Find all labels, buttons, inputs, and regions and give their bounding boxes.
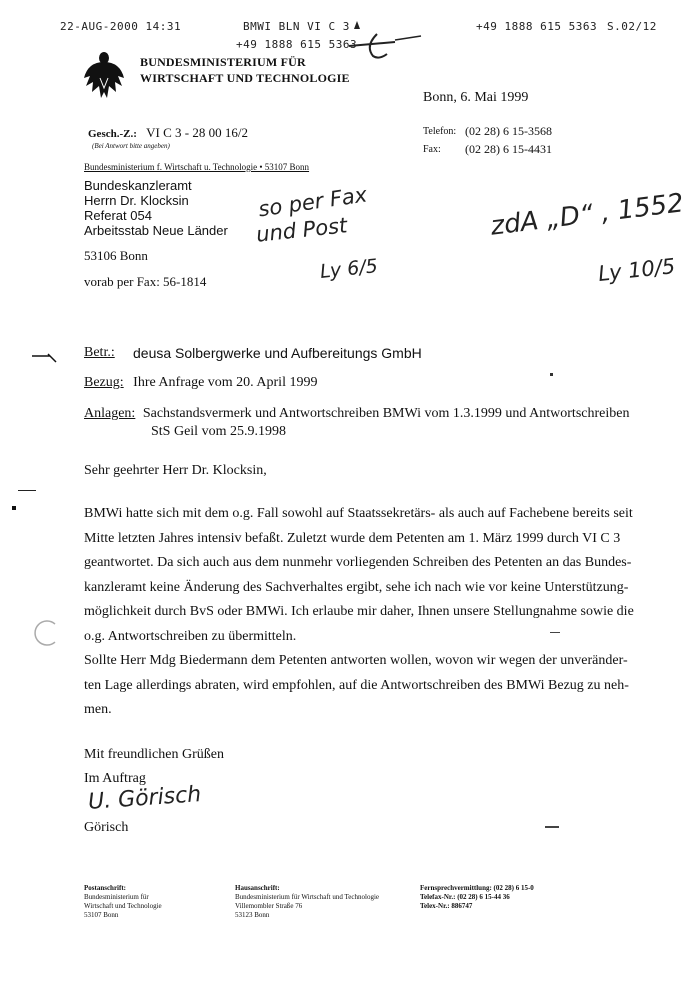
speck-mark	[550, 373, 553, 376]
footer-postal-line: Bundesministerium für	[84, 893, 149, 901]
handwritten-note-fax: so per Fax	[256, 182, 369, 222]
footer-house	[235, 884, 379, 920]
reference-note: (Bei Antwort bitte angeben)	[92, 142, 170, 150]
signature: U. Görisch	[87, 782, 202, 815]
letter-date: Bonn, 6. Mai 1999	[423, 90, 529, 105]
letterhead-line-2: WIRTSCHAFT UND TECHNOLOGIE	[140, 71, 350, 85]
betr-row	[84, 345, 422, 361]
salutation: Sehr geehrter Herr Dr. Klocksin,	[84, 463, 267, 478]
margin-dot	[12, 506, 16, 510]
dash-mark-lower	[545, 826, 559, 828]
fax-phone-secondary: +49 1888 615 5363	[236, 38, 358, 51]
footer-phone-title: Fernsprechvermittlung: (02 28) 6 15-0	[420, 884, 534, 892]
footer-phone	[420, 884, 534, 911]
betr-value: deusa Solbergwerke und Aufbereitungs GmbH	[133, 345, 422, 361]
fax-marker-icon	[354, 21, 360, 29]
recipient-line-3: Referat 054	[84, 208, 152, 223]
footer-postal-line: 53107 Bonn	[84, 911, 119, 919]
footer-house-line: Bundesministerium für Wirtschaft und Technologie	[235, 893, 379, 901]
body-line: ten Lage allerdings abraten, wird empfohlen, auf die Antwortschreiben des BMWi Bezug zu neh-	[84, 677, 629, 693]
footer-house-title: Hausanschrift:	[235, 884, 280, 892]
bezug-row	[84, 375, 317, 391]
bezug-value: Ihre Anfrage vom 20. April 1999	[133, 375, 318, 390]
reference-value: VI C 3 - 28 00 16/2	[146, 125, 248, 140]
federal-eagle-icon	[82, 48, 126, 100]
body-line: Mitte letzten Jahres intensiv befaßt. Zuletzt wurde dem Petenten am 1. März 1999 durch VI C 3	[84, 530, 621, 546]
body-line: kanzleramt keine Änderung des Sachverhaltes ergibt, sehe ich nach wie vor keine Unterstützung-	[84, 579, 629, 595]
body-line: BMWi hatte sich mit dem o.g. Fall sowohl auf Staatssekretärs- als auch auf Fachebene bereits seit	[84, 506, 633, 521]
telefon-label: Telefon:	[423, 126, 457, 137]
bezug-label: Bezug:	[84, 375, 124, 390]
telefon-value: (02 28) 6 15-3568	[465, 124, 552, 138]
footer-house-line: 53123 Bonn	[235, 911, 270, 919]
closing-im-auftrag: Im Auftrag	[84, 771, 146, 786]
body-line: geantwortet. Da sich auch aus dem nunmehr vorliegenden Schreiben des Petenten an das Bundes-	[84, 555, 632, 570]
footer-phone-line: Telefax-Nr.: (02 28) 6 15-44 36	[420, 893, 510, 901]
handwritten-mark-icon	[345, 30, 425, 62]
footer-phone-line: Telex-Nr.: 886747	[420, 902, 473, 910]
body-line: o.g. Antwortschreiben zu übermitteln.	[84, 628, 297, 644]
recipient-line-4: Arbeitsstab Neue Länder	[84, 223, 228, 238]
betr-label: Betr.:	[84, 345, 115, 360]
recipient-line-2: Herrn Dr. Klocksin	[84, 193, 189, 208]
fax-sender: BMWI BLN VI C 3	[243, 20, 350, 33]
letterhead-line-1: BUNDESMINISTERIUM FÜR	[140, 55, 306, 69]
punch-hole-icon	[25, 620, 59, 646]
body-paragraph-1	[84, 502, 634, 649]
closing-name: Görisch	[84, 820, 129, 835]
fax-value: (02 28) 6 15-4431	[465, 142, 552, 156]
recipient-fax-note: vorab per Fax: 56-1814	[84, 274, 207, 289]
handwritten-initials-left: Ly 6/5	[319, 255, 379, 283]
recipient-city: 53106 Bonn	[84, 248, 148, 263]
handwritten-initials-right: Ly 10/5	[596, 254, 677, 286]
body-line: Sollte Herr Mdg Biedermann dem Petenten antworten wollen, wovon wir wegen der unveränder-	[84, 653, 628, 668]
fax-datetime: 22-AUG-2000 14:31	[60, 20, 182, 33]
anlagen-row	[84, 406, 629, 422]
fax-label: Fax:	[423, 144, 441, 155]
footer-postal-title: Postanschrift:	[84, 884, 126, 892]
handwritten-note-zda: zdA „D“ , 1552	[488, 188, 686, 242]
closing-greeting: Mit freundlichen Grüßen	[84, 747, 224, 762]
footer-postal	[84, 884, 162, 920]
recipient-block	[84, 178, 228, 238]
reference-label: Gesch.-Z.:	[88, 128, 137, 140]
sender-address-line: Bundesministerium f. Wirtschaft u. Technologie • 53107 Bonn	[84, 162, 310, 172]
footer-house-line: Villemombler Straße 76	[235, 902, 303, 910]
body-line: möglichkeit durch BvS oder BMWi. Ich erlaube mir daher, Ihnen unsere Stellungnahme sowie die	[84, 604, 634, 619]
body-paragraph-2	[84, 649, 629, 723]
fax-phone: +49 1888 615 5363	[476, 20, 598, 33]
fax-page-number: S.02/12	[607, 20, 657, 33]
anlagen-label: Anlagen:	[84, 406, 136, 421]
body-line: men.	[84, 702, 112, 717]
footer-postal-line: Wirtschaft und Technologie	[84, 902, 162, 910]
recipient-line-1: Bundeskanzleramt	[84, 178, 192, 193]
anlagen-value-2: StS Geil vom 25.9.1998	[151, 424, 286, 439]
handwritten-note-post: und Post	[254, 213, 349, 247]
margin-arrow-icon	[30, 348, 60, 368]
anlagen-value-1: Sachstandsvermerk und Antwortschreiben BMWi vom 1.3.1999 und Antwortschreiben	[142, 406, 630, 421]
margin-fold-mark	[18, 490, 36, 491]
